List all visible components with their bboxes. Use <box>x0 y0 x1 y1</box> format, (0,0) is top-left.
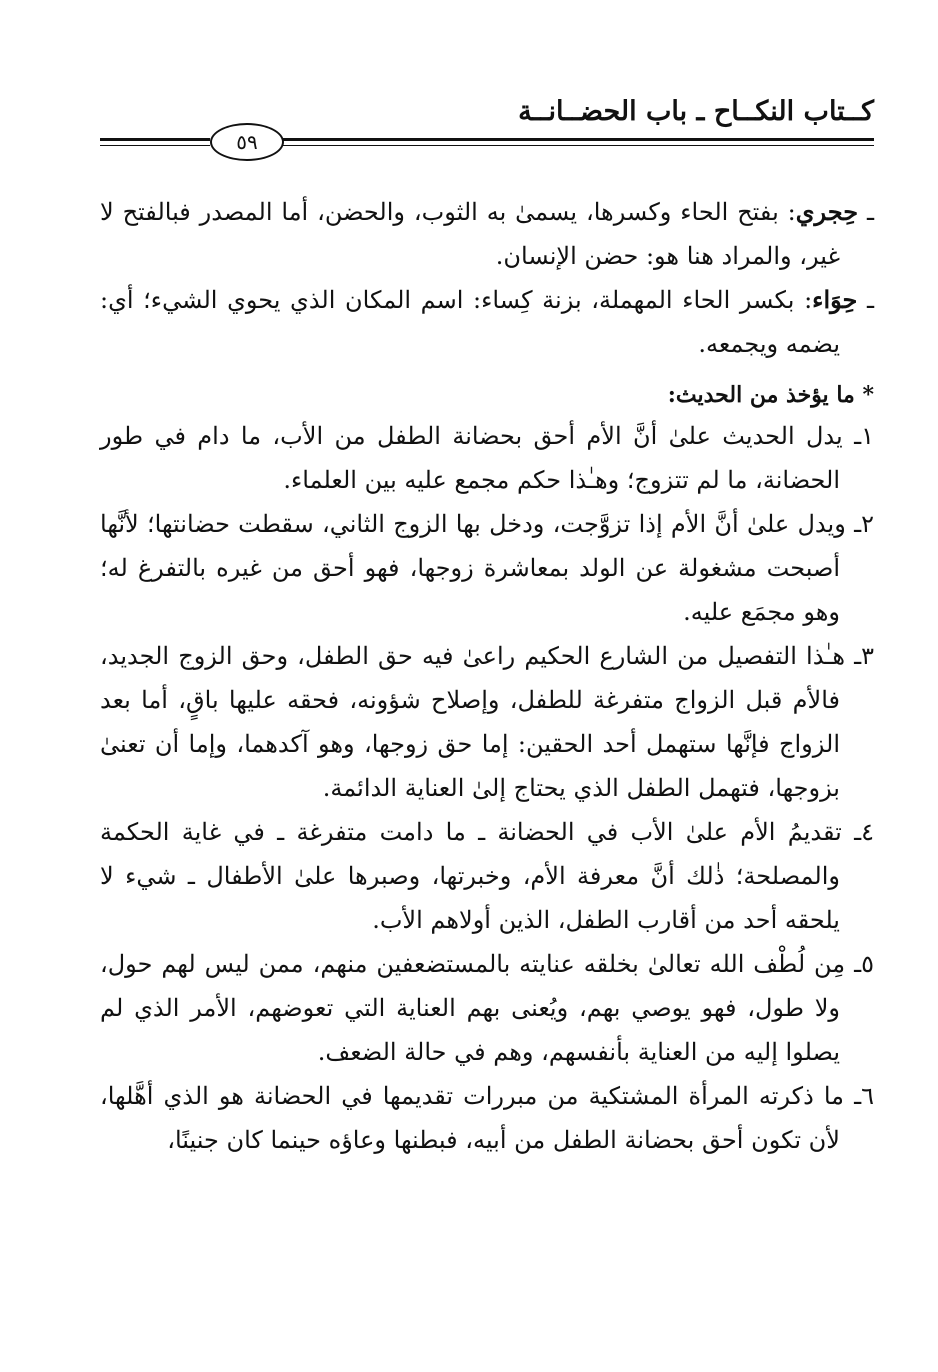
numbered-item: ٣ـ هـٰذا التفصيل من الشارع الحكيم راعىٰ فيه حق الطفل، وحق الزوج الجديد، فالأم قبل الزواج متفرغة للطفل، وإصلاح شؤونه، فحقه عليها باقٍ، أما بعد الزواج فإنَّها ستهمل أحد الحقين: إما حق زوجها، وهو آكدهما، وإما أن تعنىٰ بزوجها، فتهمل الطفل الذي يحتاج إلىٰ العناية الدائمة. <box>100 642 874 802</box>
header-rule-left-thick <box>100 138 210 141</box>
definition-text: : بكسر الحاء المهملة، بزنة كِساء: اسم المكان الذي يحوي الشيء؛ أي: يضمه ويجمعه. <box>100 286 840 358</box>
page-number-badge: ٥٩ <box>210 123 284 161</box>
numbered-item: ٤ـ تقديمُ الأم علىٰ الأب في الحضانة ـ ما دامت متفرغة ـ في غاية الحكمة والمصلحة؛ ذٰلك أنَّ معرفة الأم، وخبرتها، وصبرها علىٰ الأطفال ـ شيء لا يلحقه أحد من أقارب الطفل، الذين أولاهم الأب. <box>100 818 874 934</box>
numbered-item: ٢ـ ويدل علىٰ أنَّ الأم إذا تزوَّجت، ودخل بها الزوج الثاني، سقطت حضانتها؛ لأنَّها أصبحت مشغولة عن الولد بمعاشرة زوجها، فهو أحق من غيره بالتفرغ له؛ وهو مجمَع عليه. <box>100 510 875 626</box>
header-rule-thick <box>282 138 874 141</box>
header-rule-left-thin <box>100 145 210 146</box>
definition-text: : بفتح الحاء وكسرها، يسمىٰ به الثوب، والحضن، أما المصدر فبالفتح لا غير، والمراد هنا هو: حضن الإنسان. <box>100 198 840 270</box>
page-body <box>100 190 874 1162</box>
definition-entry: ـ حِوَاء: بكسر الحاء المهملة، بزنة كِساء: اسم المكان الذي يحوي الشيء؛ أي: يضمه ويجمعه. <box>100 285 874 358</box>
numbered-item: ٦ـ ما ذكرته المرأة المشتكية من مبررات تقديمها في الحضانة هو الذي أهَّلها، لأن تكون أحق بحضانة الطفل من أبيه، فبطنها وعاؤه حينما كان جنينًا، <box>100 1082 874 1154</box>
running-header-title: كــتاب النكــاح ـ باب الحضــانــة <box>518 96 874 127</box>
definition-term: حِوَاء <box>812 285 858 314</box>
definition-term: حِجري <box>795 197 859 226</box>
numbered-item: ٥ـ مِن لُطْف الله تعالىٰ بخلقه عنايته بالمستضعفين منهم، ممن ليس لهم حول، ولا طول، فهو يوصي بهم، ويُعنى بهم العناية التي تعوضهم، الأمر الذي لم يصلوا إليه من العناية بأنفسهم، وهم في حالة الضعف. <box>100 950 874 1066</box>
section-heading: * ما يؤخذ من الحديث: <box>667 382 874 408</box>
header-rule-thin <box>282 145 874 146</box>
numbered-item: ١ـ يدل الحديث علىٰ أنَّ الأم أحق بحضانة الطفل من الأب، ما دام في طور الحضانة، ما لم تتزوج؛ وهـٰذا حكم مجمع عليه بين العلماء. <box>100 422 874 494</box>
definition-entry: ـ حِجري: بفتح الحاء وكسرها، يسمىٰ به الثوب، والحضن، أما المصدر فبالفتح لا غير، والمراد هنا هو: حضن الإنسان. <box>100 197 874 270</box>
